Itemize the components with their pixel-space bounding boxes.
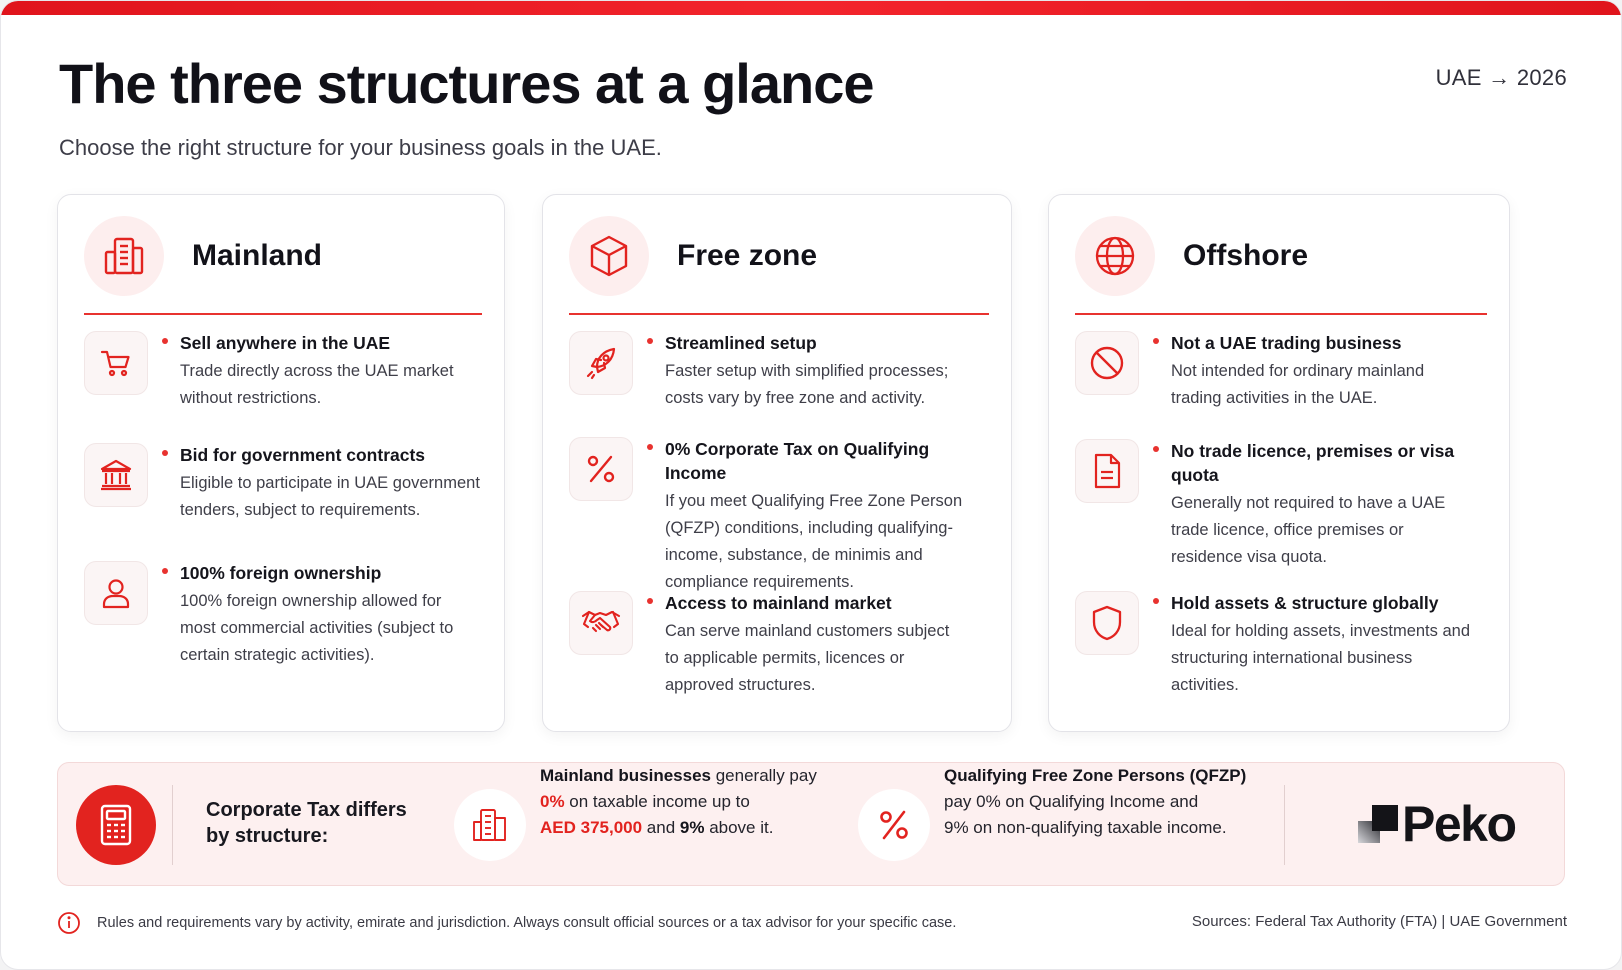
feature-item	[569, 591, 993, 699]
card-header	[569, 215, 817, 297]
disclaimer-text: Rules and requirements vary by activity, emirate and jurisdiction. Always consult official sources or a tax advisor for your specific case.	[97, 915, 957, 931]
percent-icon	[569, 437, 633, 501]
rate-nine: 9%	[679, 818, 705, 837]
feature-description: Eligible to participate in UAE government tenders, subject to requirements.	[180, 474, 480, 519]
card-header	[1075, 215, 1308, 297]
top-accent-bar	[1, 1, 1621, 15]
peko-logo	[1358, 796, 1516, 852]
mainland-tax-text	[540, 763, 850, 841]
divider	[1284, 785, 1285, 865]
feature-item	[84, 331, 486, 412]
office-building-icon	[454, 789, 526, 861]
qfzp-line: 9% on non-qualifying taxable income.	[944, 818, 1227, 837]
feature-title: 0% Corporate Tax on Qualifying Income	[665, 439, 930, 483]
text-segment: and	[642, 818, 680, 837]
disclaimer	[57, 911, 956, 935]
sources: Sources: Federal Tax Authority (FTA) | UAE Government	[1191, 913, 1567, 930]
feature-item	[1075, 591, 1491, 699]
tax-label: Corporate Tax differs by structure:	[206, 799, 407, 847]
feature-title: Hold assets & structure globally	[1171, 593, 1439, 613]
shield-icon	[1075, 591, 1139, 655]
feature-description: Ideal for holding assets, investments and structuring international business activities.	[1171, 622, 1471, 694]
mainland-lead: Mainland businesses	[540, 766, 711, 785]
threshold-amount: AED 375,000	[540, 818, 643, 837]
text-segment: above it.	[704, 818, 774, 837]
document-icon	[1075, 439, 1139, 503]
page-title: The three structures at a glance	[59, 52, 874, 115]
text-segment: on taxable income up to	[564, 792, 750, 811]
feature-description: Faster setup with simplified processes; costs vary by free zone and activity.	[665, 362, 949, 407]
feature-item	[569, 331, 993, 412]
prohibited-icon	[1075, 331, 1139, 395]
card-title: Offshore	[1183, 239, 1309, 272]
qfzp-line: pay 0% on Qualifying Income and	[944, 792, 1199, 811]
feature-title: Sell anywhere in the UAE	[180, 333, 391, 353]
feature-description: Can serve mainland customers subject to applicable permits, licences or approved structures.	[665, 622, 950, 694]
feature-item	[1075, 331, 1491, 412]
feature-description: Generally not required to have a UAE trade licence, office premises or residence visa quota.	[1171, 494, 1446, 566]
rate-zero: 0%	[540, 792, 565, 811]
globe-icon	[1075, 216, 1155, 296]
package-box-icon	[569, 216, 649, 296]
handshake-icon	[569, 591, 633, 655]
percent-icon	[858, 789, 930, 861]
corporate-tax-summary	[57, 762, 1565, 886]
card-title: Free zone	[677, 239, 818, 272]
feature-title: Bid for government contracts	[180, 445, 426, 465]
calculator-icon	[76, 785, 156, 865]
divider	[569, 313, 989, 315]
feature-item	[569, 437, 993, 596]
feature-title: No trade licence, premises or visa quota	[1171, 441, 1455, 485]
divider	[1075, 313, 1487, 315]
feature-title: Not a UAE trading business	[1171, 333, 1402, 353]
shopping-cart-icon	[84, 331, 148, 395]
card-title: Mainland	[192, 239, 323, 272]
card-header	[84, 215, 322, 297]
year-badge: UAE → 2026	[1435, 65, 1567, 90]
divider	[172, 785, 173, 865]
qfzp-lead: Qualifying Free Zone Persons (QFZP)	[944, 766, 1247, 785]
card-mainland	[57, 194, 505, 732]
card-free-zone	[542, 194, 1012, 732]
office-building-icon	[84, 216, 164, 296]
feature-title: Streamlined setup	[665, 333, 817, 353]
qfzp-tax-text	[944, 763, 1274, 841]
feature-description: Not intended for ordinary mainland trading activities in the UAE.	[1171, 362, 1425, 407]
peko-logo-mark-icon	[1358, 803, 1400, 845]
feature-item	[84, 561, 486, 669]
text-segment: generally pay	[711, 766, 817, 785]
feature-description: If you meet Qualifying Free Zone Person (QFZP) conditions, including qualifying-income, substance, de minimis and compliance requirements.	[665, 492, 963, 591]
card-offshore	[1048, 194, 1510, 732]
government-building-icon	[84, 443, 148, 507]
feature-item	[1075, 439, 1491, 571]
page-subtitle: Choose the right structure for your business goals in the UAE.	[59, 135, 662, 160]
rocket-icon	[569, 331, 633, 395]
feature-title: 100% foreign ownership	[180, 563, 382, 583]
peko-logo-text: Peko	[1402, 796, 1516, 852]
feature-item	[84, 443, 486, 524]
feature-description: 100% foreign ownership allowed for most commercial activities (subject to certain strategic activities).	[180, 592, 454, 664]
feature-title: Access to mainland market	[665, 593, 892, 613]
person-icon	[84, 561, 148, 625]
feature-description: Trade directly across the UAE market without restrictions.	[180, 362, 454, 407]
divider	[84, 313, 482, 315]
info-icon	[57, 911, 81, 935]
